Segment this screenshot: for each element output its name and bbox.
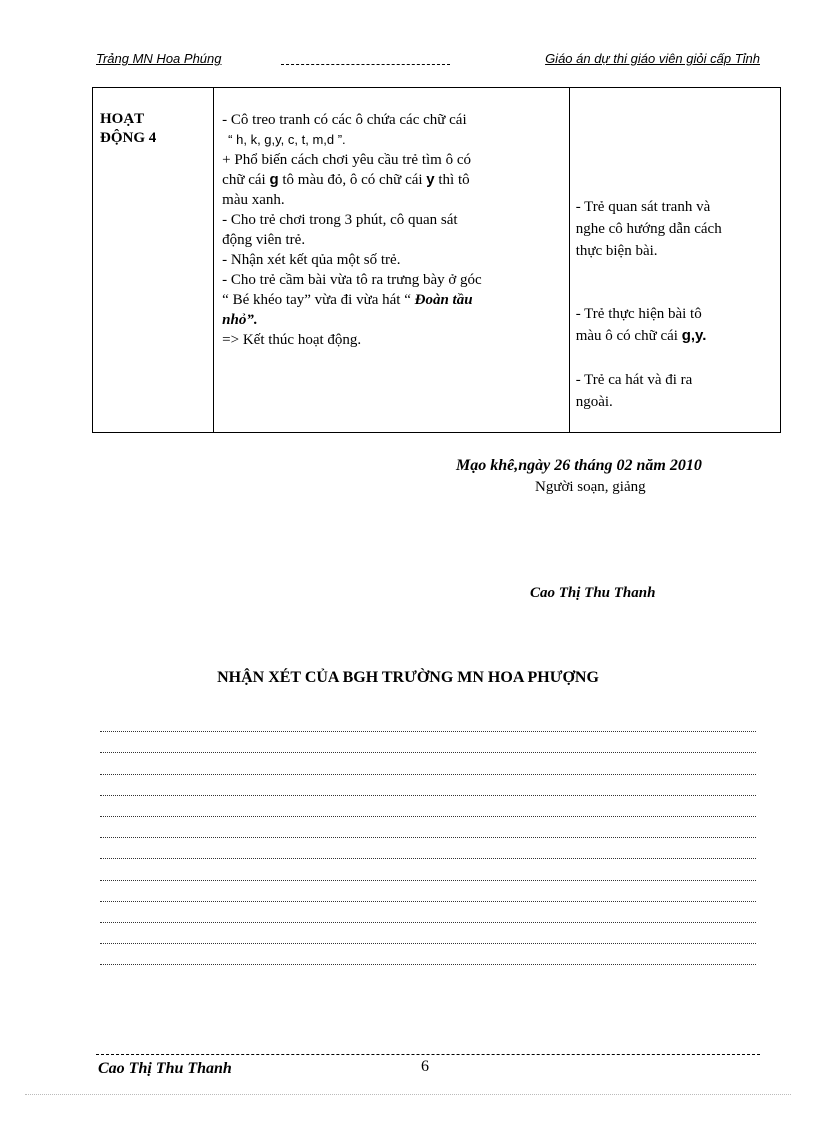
signoff-name: Cao Thị Thu Thanh (530, 585, 656, 601)
review-line (100, 838, 756, 859)
review-lines (100, 711, 756, 965)
page-bottom-border (25, 1094, 791, 1095)
children-activity-cell (569, 88, 780, 433)
review-line (100, 944, 756, 965)
review-line (100, 859, 756, 880)
review-line (100, 796, 756, 817)
header-left: Trảng MN Hoa Phúng (96, 51, 222, 66)
signoff-role: Người soạn, giảng (535, 479, 646, 495)
teacher-activity-cell (214, 88, 570, 433)
header-right: Giáo án dự thi giáo viên giỏi cấp Tỉnh (545, 51, 760, 66)
footer-name: Cao Thị Thu Thanh (98, 1060, 232, 1077)
signoff-date: Mạo khê,ngày 26 tháng 02 năm 2010 (456, 457, 702, 474)
review-line (100, 775, 756, 796)
activity-table (92, 87, 781, 433)
children-step-1: - Trẻ quan sát tranh và nghe cô hướng dẫn cách thực biện bài. (575, 199, 722, 259)
page-number: 6 (421, 1058, 429, 1075)
header-dash-line (281, 64, 450, 65)
review-line (100, 753, 756, 774)
children-step-2: - Trẻ thực hiện bài tô màu ô có chữ cái g,y. (575, 306, 707, 344)
children-step-3: - Trẻ ca hát và đi ra ngoài. (575, 372, 693, 410)
page-header (96, 51, 760, 69)
activity-title: HOẠT ĐỘNG 4 (100, 111, 157, 146)
review-line (100, 902, 756, 923)
review-title: NHẬN XÉT CỦA BGH TRƯỜNG MN HOA PHƯỢNG (217, 669, 599, 686)
footer-dash-line (96, 1054, 760, 1055)
activity-title-cell (93, 88, 214, 433)
review-line (100, 711, 756, 732)
review-line (100, 923, 756, 944)
children-activity (570, 88, 780, 432)
review-line (100, 881, 756, 902)
teacher-activity: - Cô treo tranh có các ô chứa các chữ cái “ h, k, g,y, c, t, m,d ”. + Phổ biến cách chơi yêu cầu trẻ tìm ô có chữ cái g tô màu đỏ, ô có chữ cái y thì tô màu xanh. - Cho trẻ chơi trong 3 phút, cô quan sát động viên trẻ. - Nhận xét kết qủa một số trẻ. - Cho trẻ cầm bài vừa tô ra trưng bày ở góc “ Bé khéo tay” vừa đi vừa hát “ Đoàn tầu nhỏ”. => Kết thúc hoạt động. (222, 112, 482, 348)
review-line (100, 732, 756, 753)
review-line (100, 817, 756, 838)
